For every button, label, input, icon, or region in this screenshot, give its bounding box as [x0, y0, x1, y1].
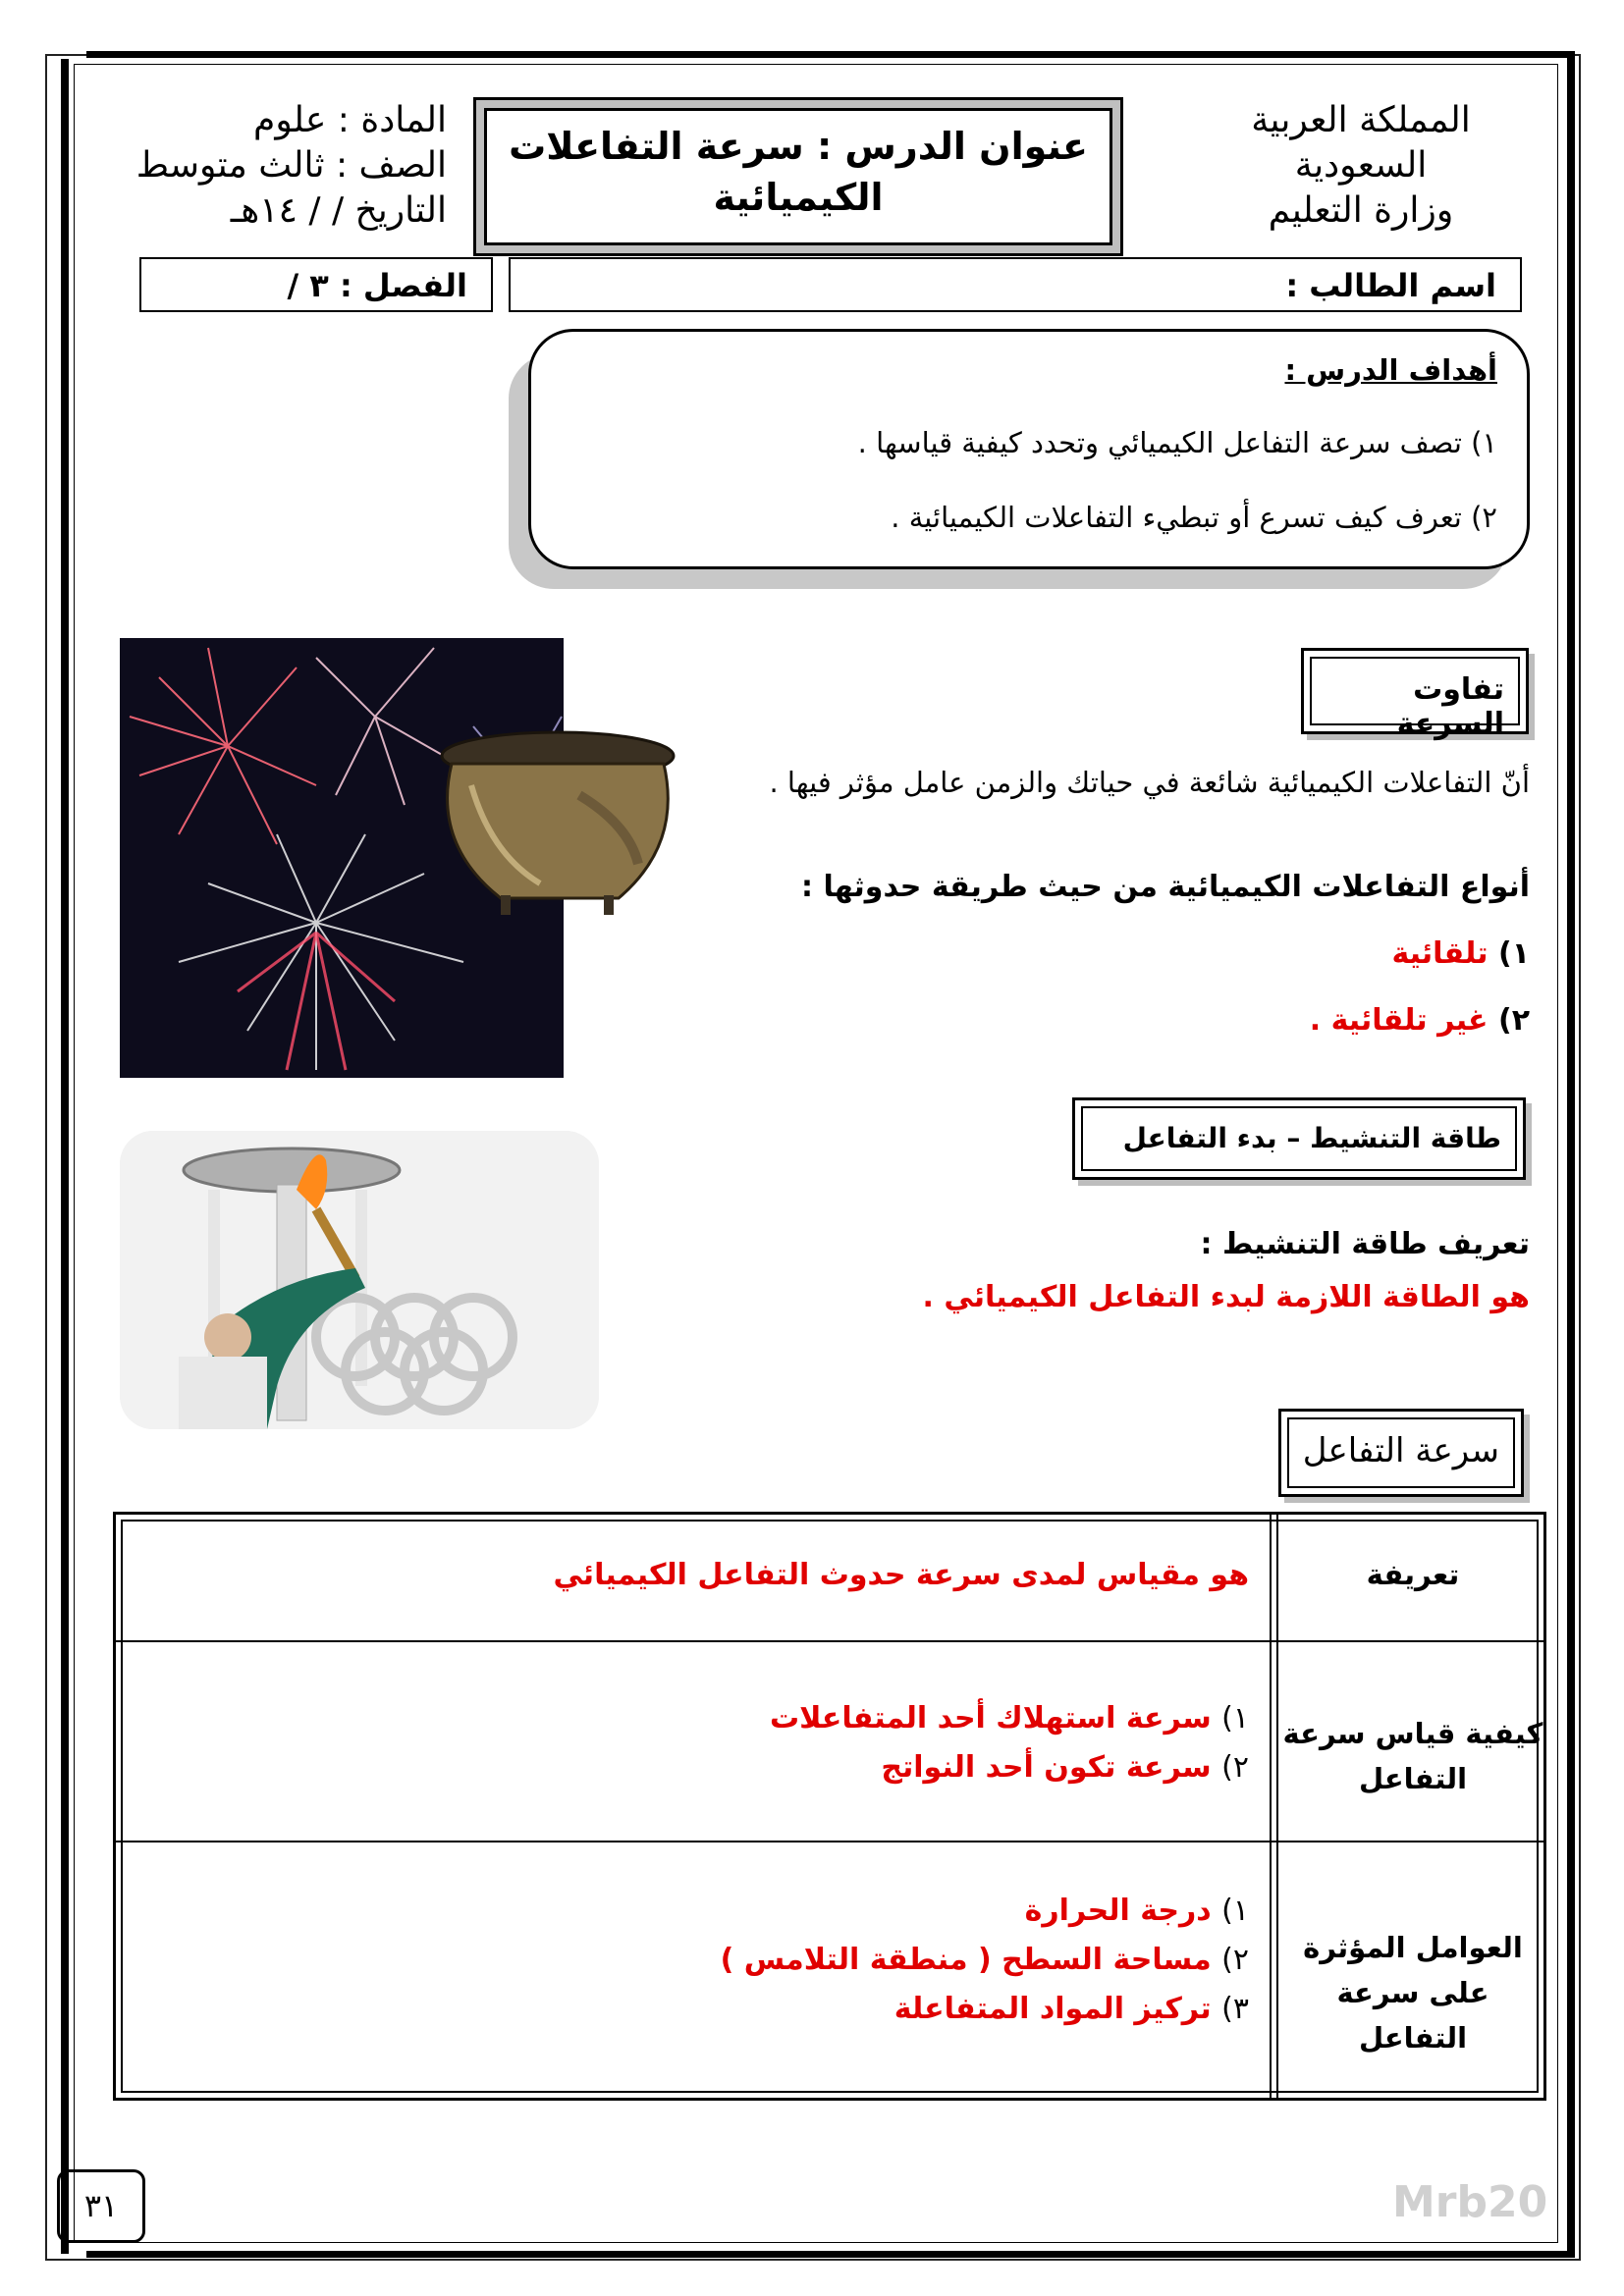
table-row-3-text-3: تركيز المواد المتفاعلة [893, 1992, 1212, 2026]
reaction-type-1-num: ١) [1497, 936, 1530, 971]
reaction-type-2-text: غير تلقائية . [1309, 1003, 1489, 1038]
activation-energy-heading: طاقة التنشيط – بدء التفاعل [1122, 1122, 1501, 1154]
table-row-3-label [1280, 1925, 1545, 2060]
goal-item-2: ٢) تعرف كيف تسرع أو تبطيء التفاعلات الكيميائية . [891, 501, 1497, 534]
table-row-3-label-line2: على سرعة التفاعل [1336, 1976, 1489, 2055]
lesson-title [497, 121, 1100, 223]
table-row-3-item-3 [894, 1984, 1249, 2035]
lesson-title-line2: الكيميائية [713, 176, 884, 219]
table-row-1-content: هو مقياس لمدى سرعة حدوث التفاعل الكيميائي [553, 1558, 1249, 1592]
header-right [1184, 98, 1538, 234]
olympic-torch-image [120, 1131, 599, 1429]
table-row-2-text-2: سرعة تكون أحد النواتج [881, 1750, 1212, 1785]
reaction-types-heading: أنواع التفاعلات الكيميائية من حيث طريقة حدوثها : [801, 870, 1530, 904]
subject-label: المادة : علوم [253, 100, 447, 140]
activation-energy-heading-box [1072, 1097, 1526, 1180]
metal-pot-image [432, 726, 682, 923]
class-field[interactable] [139, 257, 493, 312]
goal-item-1: ١) تصف سرعة التفاعل الكيميائي وتحدد كيفية قياسها . [857, 426, 1497, 459]
watermark: Mrb20 [1392, 2177, 1548, 2227]
table-row-3-num-3: ٣) [1221, 1992, 1249, 2026]
speed-variation-statement: أنّ التفاعلات الكيميائية شائعة في حياتك والزمن عامل مؤثر فيها . [769, 766, 1530, 799]
table-row-3-item-2 [721, 1935, 1249, 1986]
metal-pot-icon [432, 726, 682, 923]
header-left [108, 98, 447, 234]
grade-label: الصف : ثالث متوسط [135, 145, 447, 186]
reaction-type-2-num: ٢) [1497, 1003, 1530, 1038]
table-row-3-text-1: درجة الحرارة [1024, 1894, 1212, 1928]
speed-variation-heading: تفاوت السرعة [1396, 672, 1504, 741]
page-number: ٣١ [83, 2187, 119, 2224]
table-row-3-num-2: ٢) [1221, 1943, 1249, 1977]
olympic-torch-icon [120, 1131, 599, 1429]
speed-variation-heading-box [1301, 648, 1529, 741]
table-row-2-num-2: ٢) [1221, 1750, 1249, 1785]
activation-definition: هو الطاقة اللازمة لبدء التفاعل الكيميائي . [922, 1280, 1530, 1314]
student-name-field[interactable] [509, 257, 1522, 312]
table-row-2-num-1: ١) [1221, 1701, 1249, 1735]
lesson-title-box [484, 108, 1112, 245]
page-frame-left-bar [61, 59, 69, 2254]
reaction-rate-table [113, 1512, 1546, 2101]
student-name-label: اسم الطالب : [1285, 267, 1496, 304]
goals-heading: أهداف الدرس : [1284, 353, 1497, 387]
activation-def-heading: تعريف طاقة التنشيط : [1200, 1227, 1530, 1261]
table-row-2-item-1 [770, 1693, 1249, 1744]
reaction-rate-heading: سرعة التفاعل [1302, 1431, 1499, 1470]
reaction-type-1-text: تلقائية [1391, 936, 1489, 971]
ministry-label: وزارة التعليم [1268, 190, 1454, 231]
kingdom-label: المملكة العربية السعودية [1251, 100, 1471, 186]
table-row-3-text-2: مساحة السطح ( منطقة التلامس ) [720, 1943, 1212, 1977]
reaction-type-2 [1310, 1003, 1530, 1038]
reaction-rate-heading-box [1278, 1409, 1524, 1497]
reaction-type-1 [1391, 936, 1530, 971]
table-row-2-label-line2: التفاعل [1358, 1762, 1468, 1795]
date-label: التاريخ / / ١٤هـ [230, 190, 447, 231]
class-label: الفصل : ٣ / [287, 267, 467, 304]
table-row-2-label-line1: كيفية قياس سرعة [1282, 1717, 1543, 1750]
table-row-2-item-2 [881, 1742, 1249, 1793]
table-row-3-item-1 [1025, 1886, 1249, 1937]
table-row-3-label-line1: العوامل المؤثرة [1303, 1931, 1523, 1964]
table-row-2-text-1: سرعة استهلاك أحد المتفاعلات [769, 1701, 1212, 1735]
lesson-title-line1: عنوان الدرس : سرعة التفاعلات [509, 125, 1088, 168]
goals-box [528, 329, 1530, 569]
page-number-box [57, 2169, 145, 2243]
table-row-1-label: تعريفة [1366, 1558, 1460, 1591]
table-row-3-num-1: ١) [1221, 1894, 1249, 1928]
table-row-2-label [1280, 1711, 1545, 1801]
